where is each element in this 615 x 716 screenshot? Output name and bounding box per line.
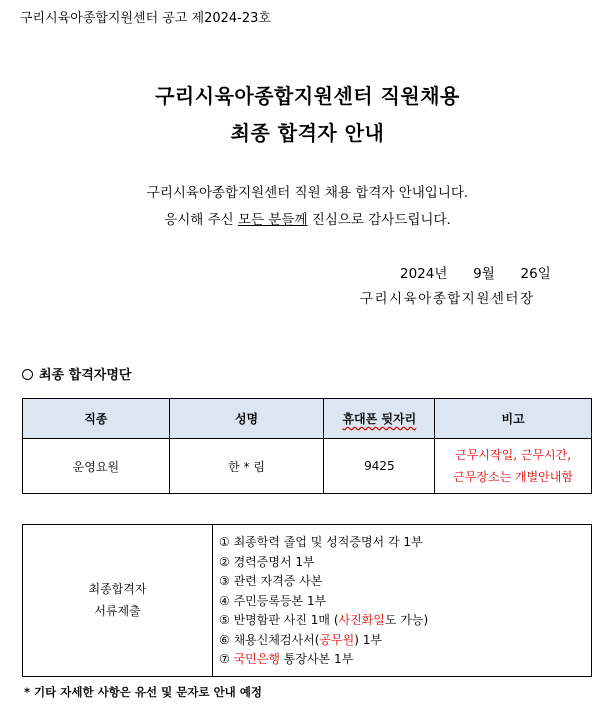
item-text: 경력증명서 1부 — [233, 554, 315, 569]
intro-text-2: 응시해 주신 모든 분들께 진심으로 감사드립니다. — [164, 212, 451, 228]
item-number: ⑤ — [219, 613, 230, 627]
result-header-row — [23, 399, 592, 439]
documents-table — [22, 524, 592, 677]
note-line-2: 근무장소는 개별안내함 — [453, 470, 573, 484]
organization-name: 구리시육아종합지원센터장 — [360, 291, 535, 307]
item-text-end: ) 1부 — [354, 632, 382, 647]
note-line-1: 근무시작일, 근무시간, — [455, 448, 572, 462]
cell-phone: 9425 — [324, 439, 435, 494]
table-row — [23, 439, 592, 494]
list-item — [219, 631, 591, 651]
underlined-text: 모든 분들께 — [238, 212, 308, 228]
header-note: 비고 — [435, 399, 592, 439]
header-name: 성명 — [169, 399, 324, 439]
item-text-end: 통장사본 1부 — [279, 652, 354, 666]
date-year: 2024년 — [400, 266, 448, 282]
date-month: 9월 — [473, 266, 495, 282]
cell-job: 운영요원 — [23, 439, 170, 494]
list-item — [219, 592, 591, 612]
item-highlight: 사진화일 — [338, 613, 385, 627]
notice-date — [400, 262, 551, 282]
notice-number: 구리시육아종합지원센터 공고 제2024-23호 — [20, 11, 271, 26]
item-text: 관련 자격증 사본 — [233, 574, 323, 588]
documents-list — [213, 525, 592, 677]
header-phone-label: 휴대폰 뒷자리 — [342, 412, 417, 426]
cell-note — [435, 439, 592, 494]
circle-bullet-icon — [22, 369, 33, 380]
list-item — [219, 611, 591, 631]
documents-label — [23, 525, 213, 677]
item-text: 주민등록등본 1부 — [233, 593, 327, 608]
page-subtitle: 최종 합격자 안내 — [230, 121, 385, 145]
page-title: 구리시육아종합지원센터 직원채용 — [155, 84, 460, 108]
cell-name: 한 * 림 — [169, 439, 324, 494]
item-highlight: 공무원 — [319, 632, 355, 647]
intro-text-1: 구리시육아종합지원센터 직원 채용 합격자 안내입니다. — [146, 185, 469, 201]
documents-label-1: 최종합격자 — [88, 582, 147, 597]
list-item — [219, 572, 591, 592]
header-phone — [324, 399, 435, 439]
documents-label-2: 서류제출 — [94, 604, 141, 619]
section-heading — [22, 364, 131, 383]
list-item — [219, 533, 591, 553]
date-day: 26일 — [520, 266, 551, 282]
item-number: ④ — [219, 593, 230, 608]
item-text: 채용신체검사서( — [233, 632, 320, 647]
item-text: 반명함판 사진 1매 ( — [233, 613, 339, 627]
item-number: ② — [219, 554, 230, 569]
list-item — [219, 553, 591, 573]
item-number: ⑦ — [219, 652, 230, 666]
list-item — [219, 650, 591, 670]
footnote: * 기타 자세한 사항은 유선 및 문자로 안내 예정 — [24, 685, 263, 699]
section-title: 최종 합격자명단 — [39, 368, 132, 383]
item-text: 최종학력 졸업 및 성적증명서 각 1부 — [233, 535, 423, 549]
item-number: ③ — [219, 574, 230, 588]
item-number: ① — [219, 535, 230, 549]
item-text-end: 도 가능) — [384, 613, 429, 627]
item-number: ⑥ — [219, 632, 230, 647]
item-highlight: 국민은행 — [233, 652, 280, 666]
header-job: 직종 — [23, 399, 170, 439]
result-table — [22, 398, 592, 494]
